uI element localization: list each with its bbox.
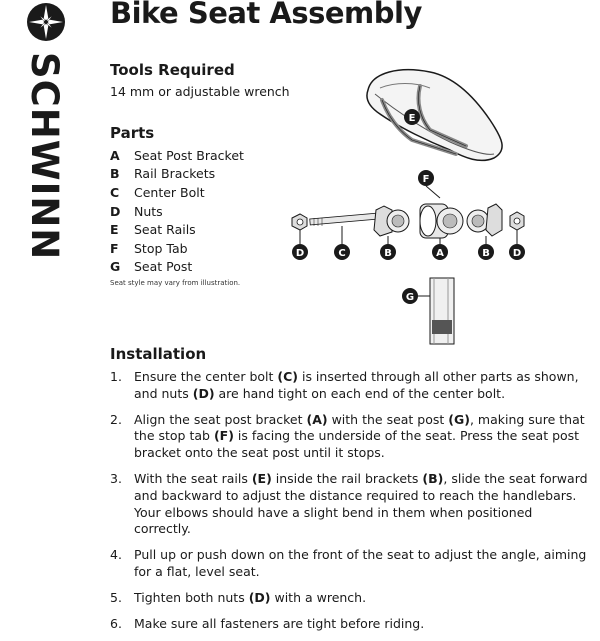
step-text-run: Tighten both nuts (134, 589, 249, 605)
part-letter: B (110, 166, 120, 182)
callout-e-label: E (408, 113, 416, 124)
installation-step (110, 369, 590, 403)
part-reference: (D) (248, 589, 271, 605)
parts-heading: Parts (110, 124, 155, 142)
step-text-run: is inserted through all other parts as shown, and nuts (134, 369, 579, 401)
installation-step (110, 412, 590, 462)
callout-b-right (478, 244, 494, 260)
part-reference: (B) (422, 470, 444, 486)
step-text-run: Make sure all fasteners are tight before riding. (134, 615, 425, 631)
center-bolt (310, 213, 380, 226)
part-label: Stop Tab (134, 240, 188, 256)
part-item (110, 183, 244, 202)
part-reference: (E) (251, 470, 272, 486)
svg-text:A: A (436, 248, 444, 259)
step-text (134, 547, 590, 581)
part-label: Center Bolt (134, 184, 205, 200)
installation-step (110, 590, 590, 607)
installation-steps (110, 369, 590, 641)
installation-step (110, 547, 590, 581)
rail-bracket-right (467, 204, 502, 236)
part-label: Seat Post (134, 259, 193, 275)
step-text-run: is facing the underside of the seat. Press the seat post bracket onto the seat post until it stops. (134, 428, 580, 461)
callout-d-left (292, 244, 308, 260)
part-reference: (G) (448, 411, 470, 427)
part-reference: (F) (213, 428, 234, 444)
step-text-run: with the seat post (327, 411, 449, 427)
step-text (134, 412, 590, 462)
part-item (110, 258, 244, 277)
seat-assembly-diagram (280, 50, 600, 350)
hardware-row (292, 204, 524, 238)
tools-text: 14 mm or adjustable wrench (110, 84, 290, 99)
step-text (134, 369, 590, 403)
step-number: 3. (110, 470, 122, 486)
parts-list (110, 146, 244, 276)
seat-post-bracket (420, 204, 463, 238)
callout-b-left (380, 244, 396, 260)
brand-wordmark: SCHWINN (23, 52, 66, 261)
step-number: 1. (110, 369, 122, 384)
part-letter: A (110, 147, 120, 163)
part-label: Seat Post Bracket (134, 147, 244, 163)
installation-step (110, 471, 590, 538)
installation-step (110, 616, 590, 633)
installation-heading: Installation (110, 345, 207, 363)
callout-a (432, 244, 448, 260)
step-text-run: Align the seat post bracket (134, 411, 307, 427)
step-number: 4. (110, 547, 122, 563)
part-letter: G (110, 259, 121, 275)
svg-text:B: B (384, 248, 392, 259)
step-number: 5. (110, 589, 122, 605)
part-item (110, 165, 244, 184)
step-text-run: , making sure that the stop tab (134, 411, 585, 444)
seat-style-note: Seat style may vary from illustration. (110, 279, 241, 287)
part-letter: F (110, 240, 119, 256)
svg-text:D: D (512, 248, 522, 259)
part-letter: E (110, 222, 119, 238)
tools-heading: Tools Required (110, 61, 235, 79)
part-label: Seat Rails (134, 222, 196, 238)
callout-f (418, 170, 440, 198)
step-text-run: Pull up or push down on the front of the seat to adjust the angle, aiming for a flat, level seat. (134, 547, 587, 579)
rail-bracket-left (374, 206, 409, 236)
step-text-run: With the seat rails (134, 470, 252, 486)
part-letter: D (110, 203, 121, 219)
step-number: 6. (110, 615, 122, 631)
step-text (134, 471, 590, 538)
callout-c (334, 244, 350, 260)
svg-text:F: F (422, 174, 430, 185)
step-number: 2. (110, 411, 122, 427)
callout-g-label: G (405, 292, 415, 303)
part-label: Nuts (134, 203, 163, 219)
step-text-run: are hand tight on each end of the center bolt. (214, 385, 506, 401)
part-item (110, 220, 244, 239)
step-text (134, 590, 590, 607)
step-text-run: inside the rail brackets (271, 470, 423, 486)
part-item (110, 146, 244, 165)
part-reference: (C) (277, 369, 298, 384)
part-item (110, 202, 244, 221)
svg-text:B: B (482, 248, 490, 259)
nut-right (510, 212, 524, 230)
callout-e (404, 109, 420, 125)
part-reference: (D) (192, 385, 215, 401)
svg-text:D: D (295, 248, 305, 259)
part-label: Rail Brackets (134, 166, 216, 182)
part-item (110, 239, 244, 258)
seat-post (402, 278, 454, 344)
callout-d-right (509, 244, 525, 260)
part-letter: C (110, 184, 120, 200)
part-reference: (A) (306, 411, 328, 427)
schwinn-star-logo-icon (26, 2, 66, 42)
page-title: Bike Seat Assembly (110, 0, 422, 30)
svg-text:C: C (338, 248, 346, 259)
step-text-run: with a wrench. (270, 589, 367, 605)
step-text-run: Ensure the center bolt (134, 369, 278, 384)
step-text-run: , slide the seat forward and backward to adjust the distance required to reach the handlebars. Your elbows should have a slight bend in them when positioned correctly. (134, 470, 588, 537)
brand-strip (20, 0, 72, 320)
step-text (134, 616, 590, 633)
nut-left (292, 214, 307, 230)
